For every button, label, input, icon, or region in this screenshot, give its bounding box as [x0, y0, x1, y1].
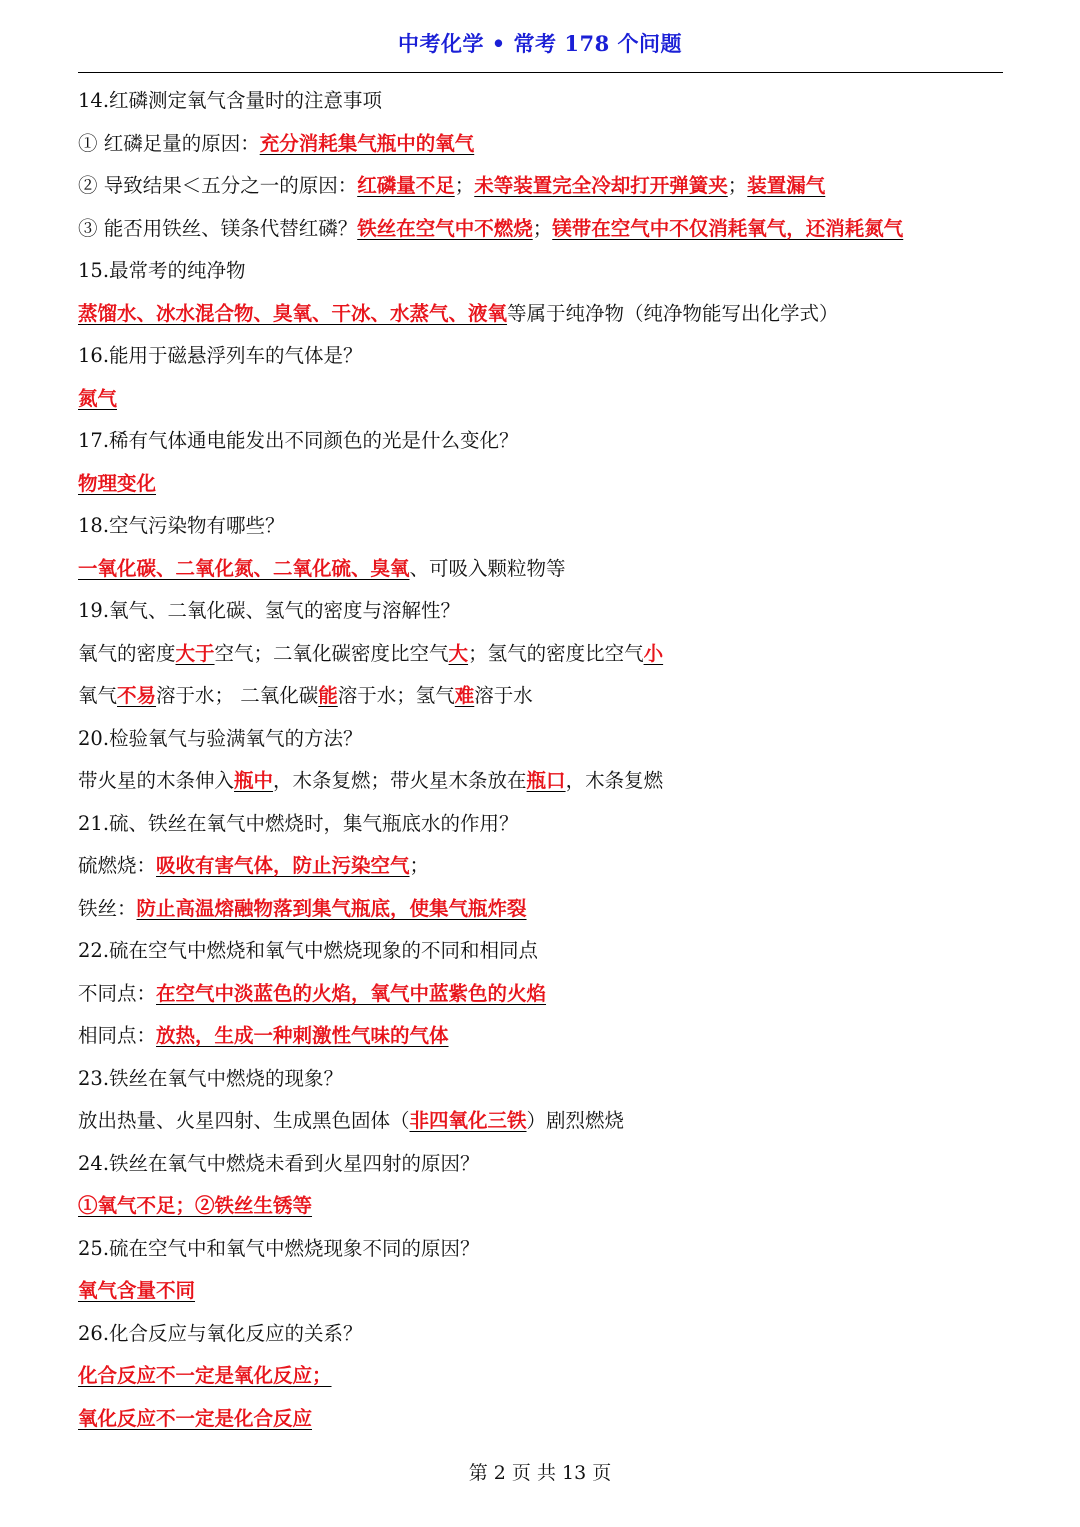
text-line-a19-2 [78, 675, 1008, 718]
question-text: 放出热量、火星四射、生成黑色固体（ [78, 1109, 410, 1132]
text-line-a15 [78, 293, 1008, 336]
question-text: 22.硫在空气中燃烧和氧气中燃烧现象的不同和相同点 [78, 939, 539, 962]
answer-text: 吸收有害气体，防止污染空气 [156, 854, 410, 877]
question-text: 25.硫在空气中和氧气中燃烧现象不同的原因？ [78, 1236, 480, 1260]
question-text: 等属于纯净物（纯净物能写出化学式） [507, 301, 839, 325]
text-line-q14-2 [78, 165, 1008, 208]
text-line-a20 [78, 760, 1008, 803]
text-line-q15 [78, 250, 1008, 293]
answer-text: 氧气含量不同 [78, 1279, 196, 1302]
text-line-q18 [78, 505, 1008, 548]
answer-text: 放热，生成一种刺激性气味的气体 [156, 1024, 449, 1047]
text-line-q14-1 [78, 123, 1008, 166]
text-line-a17 [78, 463, 1008, 506]
question-text: ，木条复燃 [565, 769, 664, 792]
answer-text: 非四氧化三铁 [409, 1109, 527, 1132]
question-text: 18.空气污染物有哪些？ [78, 514, 285, 537]
question-text: 16.能用于磁悬浮列车的气体是？ [78, 344, 363, 367]
answer-text: 化合反应不一定是氧化反应； [78, 1364, 332, 1387]
question-text: 14.红磷测定氧气含量时的注意事项 [78, 89, 383, 112]
text-line-a25 [78, 1270, 1008, 1313]
question-text: ； [532, 216, 553, 240]
answer-text: 蒸馏水、冰水混合物、臭氧、干冰、水蒸气、液氧 [78, 301, 508, 325]
text-line-a26-2 [78, 1398, 1008, 1441]
text-line-q24 [78, 1143, 1008, 1186]
text-line-q22 [78, 930, 1008, 973]
answer-text: 在空气中淡蓝色的火焰，氧气中蓝紫色的火焰 [156, 981, 547, 1005]
answer-text: 氧化反应不一定是化合反应 [78, 1406, 313, 1430]
text-line-q21 [78, 803, 1008, 846]
question-text: 溶于水； 二氧化碳 [156, 684, 319, 707]
text-line-q26 [78, 1313, 1008, 1356]
question-text: 、可吸入颗粒物等 [409, 556, 566, 580]
question-text: 相同点： [78, 1024, 157, 1047]
question-text: 15.最常考的纯净物 [78, 259, 246, 282]
text-line-q17 [78, 420, 1008, 463]
answer-text: 氮气 [78, 386, 118, 410]
header-divider [78, 72, 1003, 73]
answer-text: 能 [318, 684, 338, 707]
text-line-q19 [78, 590, 1008, 633]
text-line-a23 [78, 1100, 1008, 1143]
question-text: 溶于水 [474, 684, 533, 707]
question-text: 19.氧气、二氧化碳、氢气的密度与溶解性？ [78, 599, 461, 622]
text-line-a16 [78, 378, 1008, 421]
text-line-q25 [78, 1228, 1008, 1271]
question-text: 24.铁丝在氧气中燃烧未看到火星四射的原因？ [78, 1151, 480, 1175]
question-text: 带火星的木条伸入 [78, 769, 235, 792]
question-text: 氧气的密度 [78, 641, 176, 665]
document-body [78, 80, 1008, 1440]
question-text: 26.化合反应与氧化反应的关系？ [78, 1321, 363, 1345]
answer-text: 一氧化碳、二氧化氮、二氧化硫、臭氧 [78, 556, 410, 580]
question-text: 铁丝： [78, 896, 137, 920]
text-line-a21-1 [78, 845, 1008, 888]
question-text: 氧气 [78, 684, 118, 707]
text-line-a22-1 [78, 973, 1008, 1016]
text-line-a21-2 [78, 888, 1008, 931]
answer-text: 防止高温熔融物落到集气瓶底，使集气瓶炸裂 [136, 896, 527, 920]
page-header-title: 中考化学 • 常考 178 个问题 [397, 31, 682, 56]
text-line-a24 [78, 1185, 1008, 1228]
question-text: ③ 能否用铁丝、镁条代替红磷？ [78, 216, 358, 240]
text-line-q23 [78, 1058, 1008, 1101]
question-text: 不同点： [78, 981, 157, 1005]
answer-text: 瓶口 [526, 769, 566, 792]
text-line-q20 [78, 718, 1008, 761]
answer-text: 瓶中 [234, 769, 274, 792]
question-text: 17.稀有气体通电能发出不同颜色的光是什么变化？ [78, 429, 519, 452]
text-line-a22-2 [78, 1015, 1008, 1058]
answer-text: 不易 [117, 684, 157, 707]
answer-text: 装置漏气 [747, 174, 826, 197]
text-line-a18 [78, 548, 1008, 591]
question-text: ）剧烈燃烧 [526, 1109, 625, 1132]
question-text: ； [409, 854, 430, 877]
answer-text: 未等装置完全冷却打开弹簧夹 [474, 174, 728, 197]
answer-text: 铁丝在空气中不燃烧 [357, 216, 533, 240]
text-line-q14 [78, 80, 1008, 123]
answer-text: 大于 [175, 641, 215, 665]
question-text: 空气；二氧化碳密度比空气 [214, 641, 449, 665]
question-text: ① 红磷足量的原因： [78, 131, 260, 155]
question-text: ； [454, 174, 475, 197]
question-text: 20.检验氧气与验满氧气的方法？ [78, 726, 363, 750]
answer-text: 难 [454, 684, 475, 707]
answer-text: 大 [448, 641, 469, 665]
text-line-a26-1 [78, 1355, 1008, 1398]
answer-text: 小 [643, 641, 664, 665]
question-text: 21.硫、铁丝在氧气中燃烧时，集气瓶底水的作用？ [78, 811, 519, 835]
question-text: 溶于水；氢气 [337, 684, 455, 707]
question-text: 硫燃烧： [78, 854, 157, 877]
question-text: ； [727, 174, 748, 197]
answer-text: 镁带在空气中不仅消耗氧气，还消耗氮气 [552, 216, 904, 240]
answer-text: 充分消耗集气瓶中的氧气 [259, 131, 475, 155]
question-text: ② 导致结果＜五分之一的原因： [78, 174, 358, 197]
text-line-q14-3 [78, 208, 1008, 251]
answer-text: 物理变化 [78, 471, 157, 495]
page-footer: 第 2 页 共 13 页 [468, 1462, 612, 1484]
text-line-a19-1 [78, 633, 1008, 676]
answer-text: ①氧气不足；②铁丝生锈等 [78, 1194, 313, 1217]
question-text: ；氢气的密度比空气 [468, 641, 644, 665]
text-line-q16 [78, 335, 1008, 378]
question-text: 23.铁丝在氧气中燃烧的现象？ [78, 1066, 344, 1090]
question-text: ，木条复燃；带火星木条放在 [273, 769, 527, 792]
answer-text: 红磷量不足 [357, 174, 455, 197]
